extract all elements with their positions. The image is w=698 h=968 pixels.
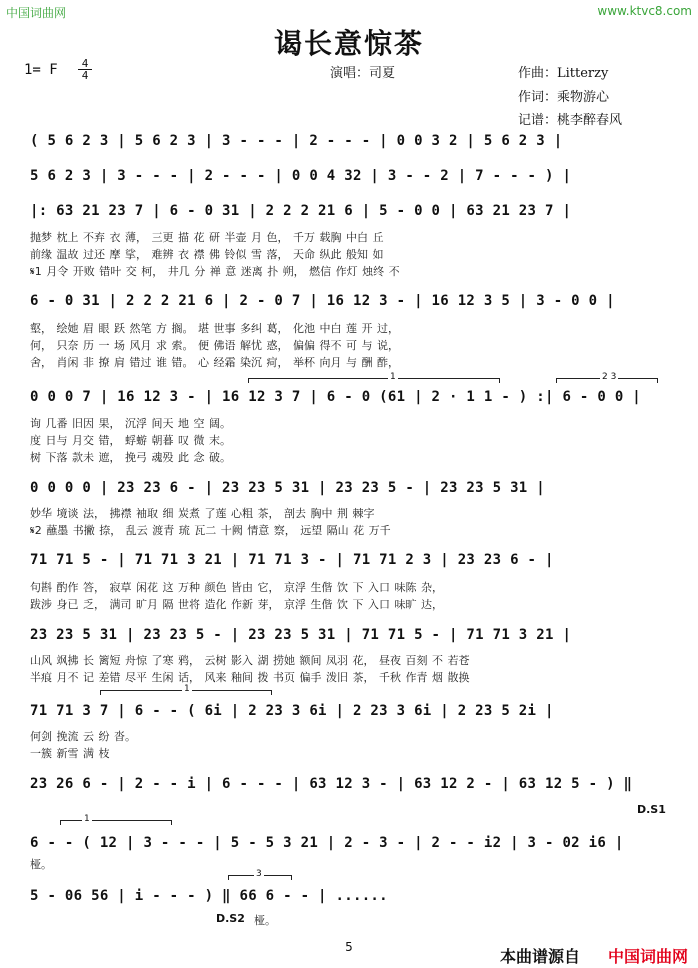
lyric-row-3-verse-1: 抛梦 枕上 不弃 衣 薄， 三更 描 花 研 半壶 月 色， 千万 载胸 中白 丘 [30,231,384,244]
lyric-row-11-verse-1: 桠。 [30,858,52,871]
lyric-row-4-verse-2: 何， 只奈 历 一 场 风月 求 索。 便 佛语 解忧 惑， 偏偏 得不 可 与 说， [30,339,399,352]
lyric-row-6-verse-2: 𝄋2 蘸墨 书撇 捺， 乱云 渡青 琉 瓦二 十阙 情意 察， 远望 隔山 花 万千 [30,524,391,537]
key-signature: 1= F [24,62,58,78]
transcriber-credit: 记谱：桃李醉春风 [518,113,623,128]
lyric-row-9-verse-2: 一簇 新雪 满 枝 [30,747,110,760]
lyric-row-3-verse-2: 前缘 温故 过还 摩 挲， 难辨 衣 襟 佛 铃似 雪 落， 天命 纵此 般知 如 [30,248,384,261]
lyric-row-8-verse-2: 半痕 月不 记 差错 尽平 生闲 话， 风来 釉间 拨 书页 偏手 泼旧 茶， 千秋 作青 烟 散换 [30,671,470,684]
tuplet-number-2: 2 3 [602,372,617,382]
lyricist-credit: 作词：乘物游心 [518,90,610,105]
tuplet-number-3: 1 [184,684,190,694]
lyric-row-4-verse-1: 壑， 绘她 眉 眼 跃 然笔 方 搁。 堪 世事 多纠 葛， 化池 中白 莲 开 过， [30,322,399,335]
tuplet-number-1: 1 [390,372,396,382]
notation-row-1: ( 5 6 2 3 | 5 6 2 3 | 3 - - - | 2 - - - | 0 0 3 2 | 5 6 2 3 | [30,133,563,149]
lyric-row-5-verse-2: 度 日与 月交 错， 蜉蝣 朝暮 叹 微 末。 [30,434,231,447]
tuplet-bracket-4 [60,820,172,825]
lyric-row-7-verse-2: 跋涉 身已 乏， 满司 旷月 隔 世将 造化 作新 芽， 京浮 生偕 饮 下 入口 味旷 达， [30,598,443,611]
notation-row-7: 71 71 5 - | 71 71 3 21 | 71 71 3 - | 71 71 2 3 | 23 23 6 - | [30,552,554,568]
song-title: 谒长意惊茶 [273,27,424,60]
time-signature [78,58,92,81]
notation-row-2: 5 6 2 3 | 3 - - - | 2 - - - | 0 0 4 32 | 3 - - 2 | 7 - - - ) | [30,168,572,184]
lyric-row-5-verse-1: 询 几番 旧因 果， 沉浮 间天 地 空 阔。 [30,417,231,430]
notation-row-9: 71 71 3 7 | 6 - - ( 6i | 2 23 3 6i | 2 23 3 6i | 2 23 5 2i | [30,703,554,719]
ds2-lyric: 桠。 [254,914,276,927]
notation-row-5: 0 0 0 7 | 16 12 3 - | 16 12 3 7 | 6 - 0 (61 | 2 · 1 1 - ) :| 6 - 0 0 | [30,389,642,405]
lyric-row-3-verse-3: 𝄋1 月令 开败 错叶 交 柯， 井几 分 禅 意 迷离 扑 朔， 燃信 作灯 烛终 不 [30,265,400,278]
notation-row-11: 6 - - ( 12 | 3 - - - | 5 - 5 3 21 | 2 - 3 - | 2 - - i2 | 3 - 02 i6 | [30,835,624,851]
watermark-right: www.ktvc8.com [597,4,692,18]
footer-source: 本曲谱源自 [499,947,580,966]
composer-credit: 作曲：Litterzy [518,66,609,81]
ds2-marker: D.S2 [216,912,245,925]
ds1-marker: D.S1 [637,803,666,816]
lyric-row-9-verse-1: 何剑 挽流 云 纷 沓。 [30,730,136,743]
lyric-row-7-verse-1: 句斟 酌作 答， 寂草 闲花 这 万种 颜色 皆由 它， 京浮 生偕 饮 下 入口 味陈 杂， [30,581,443,594]
tuplet-bracket-1 [248,378,500,383]
time-signature-bottom: 4 [78,69,92,81]
notation-row-8: 23 23 5 31 | 23 23 5 - | 23 23 5 31 | 71 71 5 - | 71 71 3 21 | [30,627,572,643]
tuplet-number-5: 3 [256,869,262,879]
singer-credit: 演唱：司夏 [330,66,396,81]
page-number: 5 [345,940,353,954]
tuplet-number-4: 1 [84,814,90,824]
notation-row-10: 23 26 6 - | 2 - - i | 6 - - - | 63 12 3 - | 63 12 2 - | 63 12 5 - ) ‖ [30,776,633,792]
notation-row-12: 5 - 06 56 | i - - - ) ‖ 66 6 - - | ...... [30,888,388,904]
time-signature-top: 4 [81,57,89,70]
notation-row-3: |: 63 21 23 7 | 6 - 0 31 | 2 2 2 21 6 | 5 - 0 0 | 63 21 23 7 | [30,203,572,219]
lyric-row-6-verse-1: 妙华 境谈 法， 拂襟 袖取 细 炭煮 了莲 心粗 茶， 剖去 胸中 荆 棘字 [30,507,375,520]
lyric-row-4-verse-3: 舍， 肖闲 非 撩 肩 错过 谁 错。 心 经霜 染沉 疴， 举杯 向月 与 酬 酢， [30,356,399,369]
notation-row-4: 6 - 0 31 | 2 2 2 21 6 | 2 - 0 7 | 16 12 3 - | 16 12 3 5 | 3 - 0 0 | [30,293,615,309]
lyric-row-5-verse-3: 树 下落 款未 遮， 挽弓 魂殁 此 念 破。 [30,451,231,464]
footer-site: 中国词曲网 [607,947,688,966]
lyric-row-8-verse-1: 山风 飒拂 长 篱短 舟惊 了寒 鸦， 云树 影入 湖 捞她 额间 凤羽 花， 昼夜 百刻 不 若苍 [30,654,470,667]
watermark-left: 中国词曲网 [6,6,67,20]
notation-row-6: 0 0 0 0 | 23 23 6 - | 23 23 5 31 | 23 23 5 - | 23 23 5 31 | [30,480,545,496]
